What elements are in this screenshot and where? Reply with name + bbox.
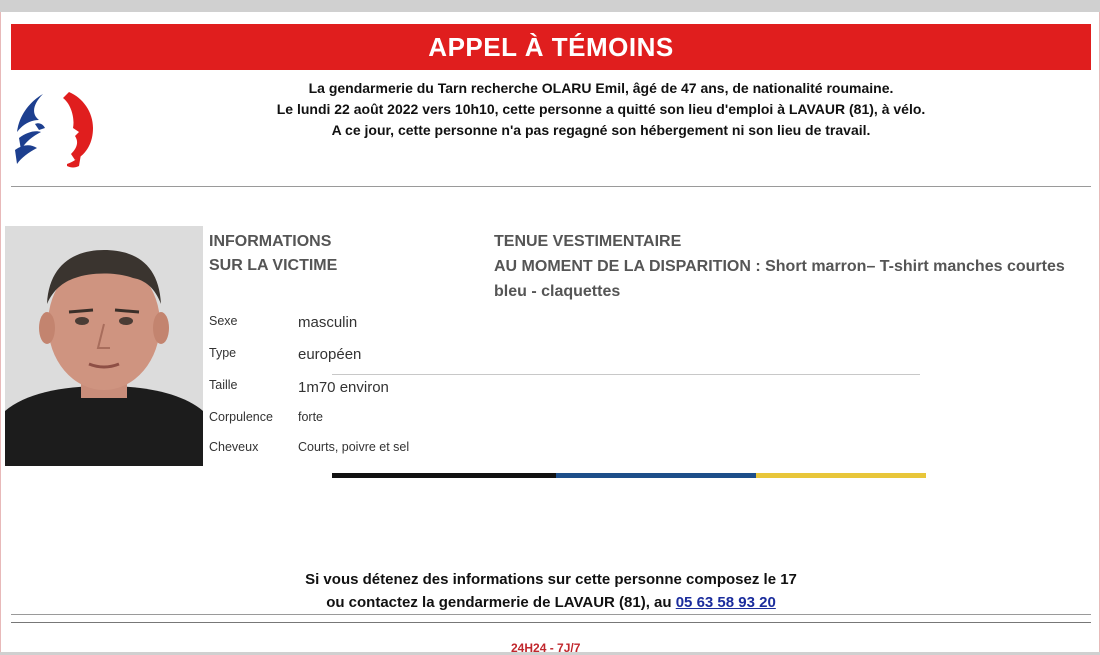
stripe-blue: [556, 473, 756, 478]
intro-line-3: A ce jour, cette personne n'a pas regagné son hébergement ni son lieu de travail.: [331, 122, 871, 138]
divider-top: [11, 186, 1091, 187]
stripe-black: [332, 473, 556, 478]
field-label-sexe: Sexe: [209, 314, 238, 328]
field-value-sexe: masculin: [298, 314, 358, 331]
field-value-corpulence: forte: [298, 410, 324, 424]
contact-text: [101, 568, 1001, 614]
victim-heading-line-1: INFORMATIONS: [209, 233, 332, 250]
contact-line-1: Si vous détenez des informations sur cette personne composez le 17: [305, 571, 797, 588]
field-label-corpulence: Corpulence: [209, 410, 273, 424]
victim-photo: [5, 226, 203, 466]
clothing-heading: TENUE VESTIMENTAIRE: [494, 233, 682, 250]
divider-bottom-2: [11, 622, 1091, 623]
banner-title: APPEL À TÉMOINS: [11, 24, 1091, 70]
field-value-cheveux: Courts, poivre et sel: [298, 440, 410, 454]
field-value-taille: 1m70 environ: [298, 379, 389, 396]
appeal-poster: [0, 12, 1100, 655]
contact-line-2-prefix: ou contactez la gendarmerie de LAVAUR (81), au: [326, 594, 676, 611]
availability-tag: 24H24 - 7J/7: [511, 641, 581, 655]
field-label-type: Type: [209, 346, 237, 360]
intro-text: [121, 78, 1081, 141]
marianne-logo: [9, 84, 105, 174]
field-value-type: européen: [298, 346, 362, 363]
clothing-description: AU MOMENT DE LA DISPARITION : Short marron– T-shirt manches courtes bleu - claquettes: [494, 258, 1065, 300]
field-label-cheveux: Cheveux: [209, 440, 259, 454]
victim-heading-line-2: SUR LA VICTIME: [209, 257, 338, 274]
phone-link[interactable]: 05 63 58 93 20: [675, 594, 776, 611]
intro-line-1: La gendarmerie du Tarn recherche OLARU Emil, âgé de 47 ans, de nationalité roumaine.: [308, 80, 894, 96]
victim-heading: [209, 230, 337, 278]
field-label-taille: Taille: [209, 378, 238, 392]
intro-line-2: Le lundi 22 août 2022 vers 10h10, cette personne a quitté son lieu d'emploi à LAVAUR (81), à vélo.: [276, 101, 926, 117]
divider-field: [332, 374, 920, 375]
contact-line-2: [101, 591, 1001, 614]
stripe-yellow: [756, 473, 926, 478]
divider-bottom-1: [11, 614, 1091, 615]
